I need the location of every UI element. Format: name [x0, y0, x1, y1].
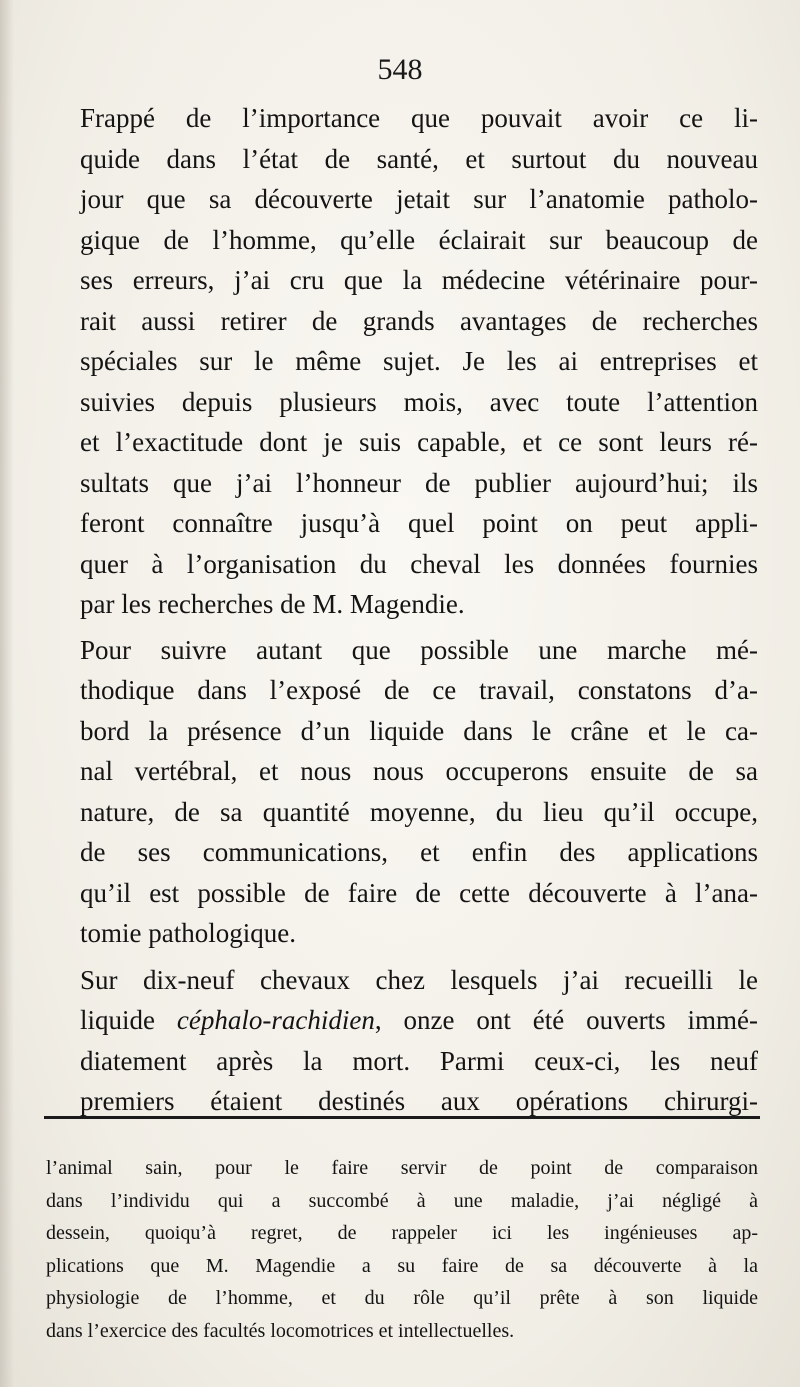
footnote: [46, 1152, 758, 1348]
text-line: Frappé de l’importance que pouvait avoir ce li-: [80, 103, 758, 133]
text-line: spéciales sur le même sujet. Je les ai entreprises et: [80, 346, 758, 376]
paragraph-3: [46, 960, 758, 1122]
footnote-line: dans l’individu qui a succombé à une maladie, j’ai négligé à: [46, 1189, 758, 1212]
text-line: qu’il est possible de faire de cette découverte à l’ana-: [80, 877, 758, 908]
text-line: Pour suivre autant que possible une marche mé-: [80, 634, 758, 665]
text-line: jour que sa découverte jetait sur l’anatomie patholo-: [80, 184, 758, 214]
page-number: 548: [377, 53, 423, 86]
text-segment: liquide: [80, 1005, 177, 1035]
text-line: nature, de sa quantité moyenne, du lieu qu’il occupe,: [80, 796, 758, 827]
binding-shadow: [0, 0, 14, 1387]
text-line: premiers étaient destinés aux opérations chirurgi-: [80, 1086, 758, 1116]
footnote-text: [46, 1152, 758, 1348]
text-line: par les recherches de M. Magendie.: [80, 589, 465, 619]
footnote-line: physiologie de l’homme, et du rôle qu’il prête à son liquide: [46, 1287, 758, 1310]
footnote-line: dessein, quoiqu’à regret, de rappeler ici les ingénieuses ap-: [46, 1222, 758, 1245]
text-line: gique de l’homme, qu’elle éclairait sur beaucoup de: [80, 224, 758, 255]
footnote-divider: [44, 1116, 760, 1119]
text-line: tomie pathologique.: [80, 918, 296, 948]
footnote-line: l’animal sain, pour le faire servir de point de comparaison: [46, 1157, 758, 1179]
text-line: de ses communications, et enfin des applications: [80, 837, 758, 867]
text-line: quide dans l’état de santé, et surtout du nouveau: [80, 143, 758, 174]
text-line: sultats que j’ai l’honneur de publier aujourd’hui; ils: [80, 467, 758, 498]
text-line: rait aussi retirer de grands avantages de recherches: [80, 305, 758, 336]
text-line: ses erreurs, j’ai cru que la médecine vétérinaire pour-: [80, 265, 758, 295]
paragraph-1: [46, 98, 758, 625]
text-line: quer à l’organisation du cheval les données fournies: [80, 548, 758, 579]
footnote-line: plications que M. Magendie a su faire de sa découverte à la: [46, 1254, 758, 1277]
text-line: [46, 1000, 758, 1041]
text-segment: , onze ont été ouverts immé-: [374, 1005, 758, 1035]
text-line: Sur dix-neuf chevaux chez lesquels j’ai recueilli le: [80, 964, 758, 995]
paragraph-2: [46, 630, 758, 954]
text-line: nal vertébral, et nous nous occuperons ensuite de sa: [80, 756, 758, 786]
footnote-line: dans l’exercice des facultés locomotrices et intellectuelles.: [46, 1319, 515, 1342]
italic-term: céphalo-rachidien: [176, 1005, 375, 1035]
main-text: [46, 98, 758, 1122]
text-line: et l’exactitude dont je suis capable, et ce sont leurs ré-: [80, 427, 758, 457]
text-line: thodique dans l’exposé de ce travail, constatons d’a-: [80, 675, 758, 705]
text-line: diatement après la mort. Parmi ceux-ci, les neuf: [80, 1045, 758, 1076]
text-line: suivies depuis plusieurs mois, avec toute l’attention: [80, 386, 758, 417]
text-line: bord la présence d’un liquide dans le crâne et le ca-: [80, 715, 758, 746]
text-line: feront connaître jusqu’à quel point on peut appli-: [80, 508, 758, 538]
